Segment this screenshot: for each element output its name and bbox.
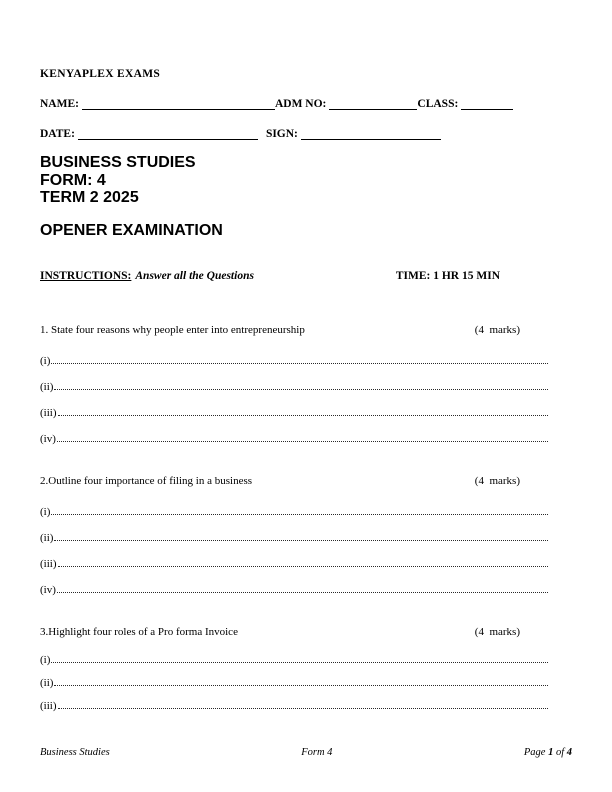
answer-line-label: (iii) xyxy=(40,557,57,570)
name-blank-line xyxy=(82,97,275,110)
dotted-answer-line xyxy=(54,389,548,390)
answer-line xyxy=(40,492,548,518)
answer-line xyxy=(40,367,548,393)
answer-line-label: (ii) xyxy=(40,380,54,393)
answer-line xyxy=(40,393,548,419)
question-3 xyxy=(40,626,570,712)
answer-line-label: (iii) xyxy=(40,699,57,712)
question-3-header xyxy=(40,626,570,639)
answer-line xyxy=(40,643,548,666)
student-info-row-2 xyxy=(40,127,570,140)
question-1-answers xyxy=(40,341,570,445)
question-1 xyxy=(40,324,570,445)
form-title: FORM: 4 xyxy=(40,171,106,189)
class-blank-line xyxy=(461,97,513,110)
instructions-directive: Answer all the Questions xyxy=(135,269,254,282)
question-3-text: 3.Highlight four roles of a Pro forma Invoice xyxy=(40,625,238,638)
answer-line-label: (ii) xyxy=(40,531,54,544)
answer-line-label: (i) xyxy=(40,653,51,666)
question-2-marks: (4 marks) xyxy=(474,474,520,487)
question-3-answers xyxy=(40,643,570,712)
sign-label: SIGN: xyxy=(265,128,298,140)
dotted-answer-line xyxy=(57,441,548,442)
question-2-text: 2.Outline four importance of filing in a business xyxy=(40,474,253,487)
exam-board-title: KENYAPLEX EXAMS xyxy=(40,68,161,80)
name-label: NAME: xyxy=(40,98,79,110)
footer-page-of: of xyxy=(555,747,565,758)
adm-no-blank-line xyxy=(329,97,417,110)
dotted-answer-line xyxy=(54,685,548,686)
instructions-row xyxy=(40,270,570,282)
footer-page-indicator xyxy=(524,747,572,758)
subject-title: BUSINESS STUDIES xyxy=(40,154,196,171)
footer-page-total: 4 xyxy=(566,747,572,758)
answer-line-label: (iv) xyxy=(40,583,56,596)
answer-line xyxy=(40,689,548,712)
time-allowed: TIME: 1 HR 15 MIN xyxy=(395,269,500,282)
sign-blank-line xyxy=(301,127,441,140)
answer-line-label: (ii) xyxy=(40,676,54,689)
dotted-answer-line xyxy=(51,514,548,515)
question-1-header xyxy=(40,324,570,337)
answer-line xyxy=(40,570,548,596)
exam-title-block xyxy=(40,154,570,207)
answer-line-label: (iii) xyxy=(40,406,57,419)
answer-line-label: (iv) xyxy=(40,432,56,445)
footer-subject: Business Studies xyxy=(40,747,110,758)
dotted-answer-line xyxy=(58,415,549,416)
footer-page-number: 1 xyxy=(548,747,554,758)
footer-form: Form 4 xyxy=(301,747,333,758)
answer-line xyxy=(40,518,548,544)
date-label: DATE: xyxy=(40,128,75,140)
answer-line xyxy=(40,544,548,570)
question-2-header xyxy=(40,475,570,488)
date-blank-line xyxy=(78,127,258,140)
question-2 xyxy=(40,475,570,596)
dotted-answer-line xyxy=(51,363,548,364)
instructions-label: INSTRUCTIONS: xyxy=(40,269,132,282)
term-title: TERM 2 2025 xyxy=(40,189,139,206)
student-info-row-1 xyxy=(40,97,570,110)
answer-line-label: (i) xyxy=(40,354,51,367)
dotted-answer-line xyxy=(58,566,549,567)
dotted-answer-line xyxy=(57,592,548,593)
answer-line-label: (i) xyxy=(40,505,51,518)
dotted-answer-line xyxy=(54,540,548,541)
question-1-text: 1. State four reasons why people enter into entrepreneurship xyxy=(40,323,305,336)
question-3-marks: (4 marks) xyxy=(474,625,520,638)
question-1-marks: (4 marks) xyxy=(474,323,520,336)
answer-line xyxy=(40,419,548,445)
dotted-answer-line xyxy=(51,662,548,663)
answer-line xyxy=(40,341,548,367)
answer-line xyxy=(40,666,548,689)
footer-page-prefix: Page xyxy=(523,747,546,758)
dotted-answer-line xyxy=(58,708,549,709)
adm-no-label: ADM NO: xyxy=(274,98,327,110)
exam-type-title: OPENER EXAMINATION xyxy=(40,221,223,239)
question-2-answers xyxy=(40,492,570,596)
class-label: CLASS: xyxy=(417,98,459,110)
page-footer xyxy=(40,747,572,758)
